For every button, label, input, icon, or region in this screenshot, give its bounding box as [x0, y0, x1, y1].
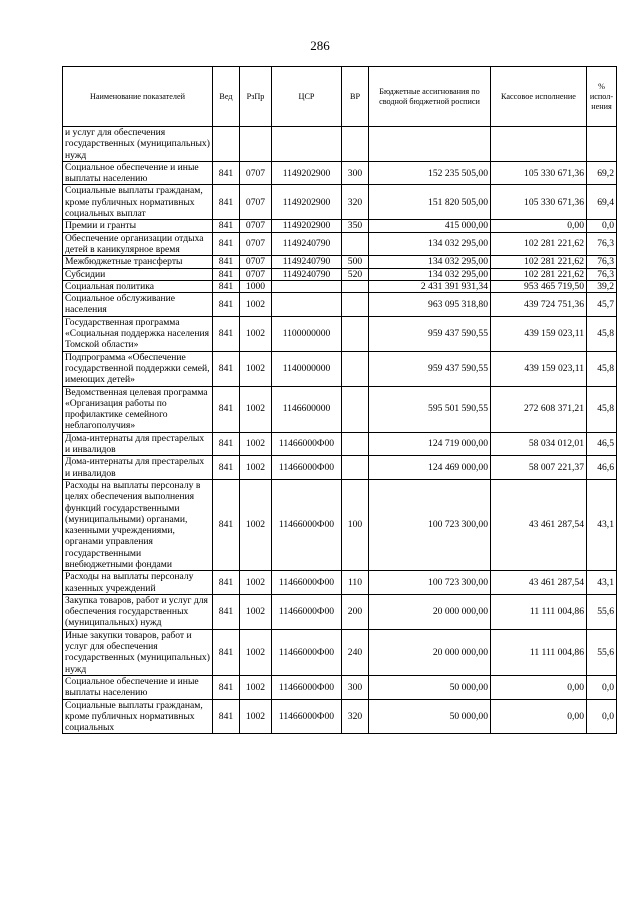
cell-percent: 46,5 [587, 432, 617, 456]
table-row [63, 256, 617, 268]
header-ved: Вед [213, 67, 240, 127]
cell-csr: 1149240790 [272, 256, 342, 268]
cell-vr: 110 [342, 571, 369, 595]
cell-budget: 124 469 000,00 [369, 456, 491, 480]
cell-name: Дома-интернаты для престарелых и инвалидов [63, 432, 213, 456]
cell-name: Обеспечение организации отдыха детей в каникулярное время [63, 232, 213, 256]
cell-vr [342, 293, 369, 317]
cell-csr [272, 127, 342, 162]
table-row [63, 571, 617, 595]
cell-ved: 841 [213, 571, 240, 595]
cell-name: Закупка товаров, работ и услуг для обеспечения государственных (муниципальных) нужд [63, 594, 213, 629]
table-header-row [63, 67, 617, 127]
cell-csr: 11466000Ф00 [272, 699, 342, 734]
cell-budget: 124 719 000,00 [369, 432, 491, 456]
cell-budget: 595 501 590,55 [369, 386, 491, 432]
cell-budget: 959 437 590,55 [369, 351, 491, 386]
cell-vr: 300 [342, 675, 369, 699]
cell-rzpr: 0707 [240, 232, 272, 256]
cell-percent [587, 127, 617, 162]
cell-name: Социальные выплаты гражданам, кроме публичных нормативных социальных [63, 699, 213, 734]
cell-budget: 963 095 318,80 [369, 293, 491, 317]
cell-ved: 841 [213, 675, 240, 699]
cell-percent: 69,2 [587, 161, 617, 185]
cell-vr [342, 351, 369, 386]
cell-ved: 841 [213, 161, 240, 185]
cell-name: Иные закупки товаров, работ и услуг для обеспечения государственных (муниципальных) нужд [63, 629, 213, 675]
cell-name: Субсидии [63, 268, 213, 280]
cell-vr [342, 232, 369, 256]
cell-percent: 45,7 [587, 293, 617, 317]
cell-name: Социальное обеспечение и иные выплаты населению [63, 675, 213, 699]
cell-budget: 134 032 295,00 [369, 256, 491, 268]
cell-csr: 11466000Ф00 [272, 675, 342, 699]
cell-budget: 134 032 295,00 [369, 268, 491, 280]
cell-budget: 100 723 300,00 [369, 479, 491, 570]
table-row [63, 594, 617, 629]
cell-rzpr: 1002 [240, 456, 272, 480]
cell-cash: 439 159 023,11 [491, 351, 587, 386]
table-row [63, 675, 617, 699]
cell-ved: 841 [213, 386, 240, 432]
cell-budget: 152 235 505,00 [369, 161, 491, 185]
cell-rzpr: 1002 [240, 629, 272, 675]
table-row [63, 479, 617, 570]
cell-rzpr: 0707 [240, 220, 272, 232]
cell-cash: 11 111 004,86 [491, 594, 587, 629]
cell-name: Социальные выплаты гражданам, кроме публичных нормативных социальных выплат [63, 185, 213, 220]
table-body [63, 127, 617, 734]
cell-vr: 300 [342, 161, 369, 185]
header-vr: ВР [342, 67, 369, 127]
cell-cash: 102 281 221,62 [491, 232, 587, 256]
cell-cash [491, 127, 587, 162]
cell-ved: 841 [213, 293, 240, 317]
cell-ved: 841 [213, 351, 240, 386]
cell-vr: 500 [342, 256, 369, 268]
cell-cash: 0,00 [491, 699, 587, 734]
cell-rzpr: 1002 [240, 316, 272, 351]
cell-rzpr: 1002 [240, 351, 272, 386]
cell-rzpr: 0707 [240, 161, 272, 185]
cell-percent: 43,1 [587, 571, 617, 595]
table-row [63, 316, 617, 351]
cell-cash: 105 330 671,36 [491, 161, 587, 185]
cell-percent: 76,3 [587, 232, 617, 256]
cell-percent: 55,6 [587, 594, 617, 629]
cell-rzpr: 1002 [240, 386, 272, 432]
cell-rzpr: 1002 [240, 293, 272, 317]
cell-csr: 1149240790 [272, 232, 342, 256]
cell-percent: 45,8 [587, 316, 617, 351]
cell-budget: 2 431 391 931,34 [369, 280, 491, 292]
cell-name: Ведомственная целевая программа «Организация работы по профилактике семейного неблагополучия» [63, 386, 213, 432]
cell-rzpr: 1002 [240, 432, 272, 456]
cell-name: Государственная программа «Социальная поддержка населения Томской области» [63, 316, 213, 351]
cell-vr [342, 432, 369, 456]
cell-rzpr: 1002 [240, 571, 272, 595]
cell-rzpr: 1002 [240, 675, 272, 699]
cell-cash: 439 724 751,36 [491, 293, 587, 317]
cell-percent: 0,0 [587, 220, 617, 232]
cell-cash: 43 461 287,54 [491, 571, 587, 595]
cell-cash: 272 608 371,21 [491, 386, 587, 432]
cell-percent: 76,3 [587, 268, 617, 280]
cell-name: Социальная политика [63, 280, 213, 292]
cell-vr: 240 [342, 629, 369, 675]
cell-csr: 1100000000 [272, 316, 342, 351]
cell-vr [342, 127, 369, 162]
cell-cash: 0,00 [491, 675, 587, 699]
cell-percent: 76,3 [587, 256, 617, 268]
cell-vr [342, 280, 369, 292]
cell-vr: 520 [342, 268, 369, 280]
cell-cash: 58 034 012,01 [491, 432, 587, 456]
cell-ved: 841 [213, 456, 240, 480]
cell-ved: 841 [213, 185, 240, 220]
cell-csr [272, 280, 342, 292]
cell-cash: 102 281 221,62 [491, 268, 587, 280]
cell-percent: 0,0 [587, 699, 617, 734]
budget-table [62, 66, 617, 734]
cell-vr [342, 316, 369, 351]
header-csr: ЦСР [272, 67, 342, 127]
table-row [63, 456, 617, 480]
cell-budget: 151 820 505,00 [369, 185, 491, 220]
cell-budget: 100 723 300,00 [369, 571, 491, 595]
cell-percent: 45,8 [587, 386, 617, 432]
cell-csr: 1149202900 [272, 185, 342, 220]
header-name: Наименование показателей [63, 67, 213, 127]
cell-budget: 20 000 000,00 [369, 594, 491, 629]
cell-name: Социальное обеспечение и иные выплаты населению [63, 161, 213, 185]
cell-cash: 953 465 719,50 [491, 280, 587, 292]
cell-csr: 11466000Ф00 [272, 594, 342, 629]
cell-vr [342, 456, 369, 480]
table-row [63, 268, 617, 280]
cell-rzpr: 1002 [240, 699, 272, 734]
cell-rzpr [240, 127, 272, 162]
cell-rzpr: 0707 [240, 268, 272, 280]
cell-ved: 841 [213, 594, 240, 629]
cell-vr: 350 [342, 220, 369, 232]
cell-csr: 1149240790 [272, 268, 342, 280]
cell-csr: 11466000Ф00 [272, 571, 342, 595]
cell-ved: 841 [213, 432, 240, 456]
table-row [63, 386, 617, 432]
cell-vr: 200 [342, 594, 369, 629]
cell-budget [369, 127, 491, 162]
cell-csr: 1149202900 [272, 161, 342, 185]
table-row [63, 161, 617, 185]
cell-vr: 320 [342, 699, 369, 734]
table-row [63, 185, 617, 220]
cell-name: Дома-интернаты для престарелых и инвалидов [63, 456, 213, 480]
cell-ved: 841 [213, 220, 240, 232]
cell-csr: 11466000Ф00 [272, 479, 342, 570]
cell-budget: 959 437 590,55 [369, 316, 491, 351]
cell-budget: 134 032 295,00 [369, 232, 491, 256]
cell-rzpr: 1000 [240, 280, 272, 292]
cell-cash: 0,00 [491, 220, 587, 232]
header-rzpr: РзПр [240, 67, 272, 127]
cell-name: Расходы на выплаты персоналу казенных учреждений [63, 571, 213, 595]
table-row [63, 699, 617, 734]
cell-cash: 58 007 221,37 [491, 456, 587, 480]
cell-cash: 102 281 221,62 [491, 256, 587, 268]
header-cash: Кассовое исполнение [491, 67, 587, 127]
cell-ved: 841 [213, 316, 240, 351]
cell-percent: 55,6 [587, 629, 617, 675]
table-row [63, 232, 617, 256]
cell-csr: 1149202900 [272, 220, 342, 232]
cell-ved: 841 [213, 256, 240, 268]
cell-rzpr: 0707 [240, 256, 272, 268]
cell-csr: 1146600000 [272, 386, 342, 432]
table-row [63, 280, 617, 292]
cell-name: Межбюджетные трансферты [63, 256, 213, 268]
cell-csr: 1140000000 [272, 351, 342, 386]
cell-csr [272, 293, 342, 317]
cell-ved: 841 [213, 232, 240, 256]
cell-percent: 45,8 [587, 351, 617, 386]
cell-rzpr: 1002 [240, 479, 272, 570]
cell-name: Расходы на выплаты персоналу в целях обеспечения выполнения функций государственными (муниципальными) органами, казенными учреждениями, органами управления государственными внебюджетными фондами [63, 479, 213, 570]
cell-ved: 841 [213, 280, 240, 292]
table-row [63, 432, 617, 456]
cell-ved: 841 [213, 268, 240, 280]
cell-ved: 841 [213, 479, 240, 570]
table-row [63, 220, 617, 232]
header-percent: % испол-нения [587, 67, 617, 127]
cell-ved: 841 [213, 629, 240, 675]
cell-vr: 100 [342, 479, 369, 570]
cell-rzpr: 0707 [240, 185, 272, 220]
cell-cash: 11 111 004,86 [491, 629, 587, 675]
cell-percent: 0,0 [587, 675, 617, 699]
cell-csr: 11466000Ф00 [272, 629, 342, 675]
table-row [63, 127, 617, 162]
table-row [63, 629, 617, 675]
cell-cash: 105 330 671,36 [491, 185, 587, 220]
cell-budget: 50 000,00 [369, 675, 491, 699]
cell-cash: 439 159 023,11 [491, 316, 587, 351]
cell-rzpr: 1002 [240, 594, 272, 629]
cell-csr: 11466000Ф00 [272, 432, 342, 456]
cell-percent: 39,2 [587, 280, 617, 292]
cell-budget: 20 000 000,00 [369, 629, 491, 675]
cell-budget: 415 000,00 [369, 220, 491, 232]
cell-cash: 43 461 287,54 [491, 479, 587, 570]
cell-vr [342, 386, 369, 432]
cell-percent: 46,6 [587, 456, 617, 480]
cell-name: Социальное обслуживание населения [63, 293, 213, 317]
table-row [63, 293, 617, 317]
page-number: 286 [310, 38, 330, 53]
cell-budget: 50 000,00 [369, 699, 491, 734]
cell-ved: 841 [213, 699, 240, 734]
cell-name: и услуг для обеспечения государственных (муниципальных) нужд [63, 127, 213, 162]
cell-name: Премии и гранты [63, 220, 213, 232]
table-row [63, 351, 617, 386]
cell-percent: 43,1 [587, 479, 617, 570]
cell-percent: 69,4 [587, 185, 617, 220]
cell-vr: 320 [342, 185, 369, 220]
cell-name: Подпрограмма «Обеспечение государственной поддержки семей, имеющих детей» [63, 351, 213, 386]
cell-csr: 11466000Ф00 [272, 456, 342, 480]
cell-ved [213, 127, 240, 162]
header-budget: Бюджетные ассигнования по сводной бюджетной росписи [369, 67, 491, 127]
